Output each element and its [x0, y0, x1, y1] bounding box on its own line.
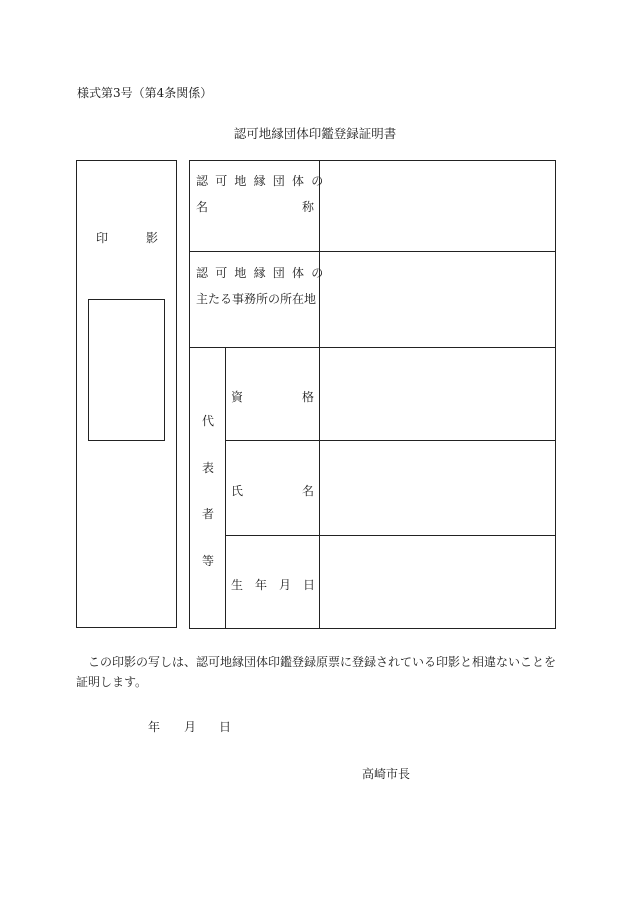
- birthdate-char-2: 年: [255, 578, 268, 592]
- org-name-label-right: 称: [302, 200, 315, 214]
- row-divider-1: [190, 251, 555, 252]
- address-label-line1: 認可地縁団体の: [196, 266, 331, 280]
- birthdate-char-3: 月: [279, 578, 292, 592]
- seal-label-ei: 影: [146, 231, 159, 245]
- org-name-label-left: 名: [196, 200, 209, 214]
- address-label-line2: 主たる事務所の所在地: [196, 292, 317, 306]
- representative-char-4: 等: [202, 554, 215, 568]
- name-label-right: 名: [302, 484, 315, 498]
- certification-statement: この印影の写しは、認可地縁団体印鑑登録原票に登録されている印影と相違ないことを証明します。: [76, 655, 557, 689]
- representative-char-3: 者: [202, 507, 215, 521]
- date-month-label: 月: [184, 720, 197, 734]
- date-year-label: 年: [148, 720, 161, 734]
- row-divider-2: [190, 347, 555, 348]
- qualification-label-left: 資: [231, 390, 244, 404]
- org-name-label-line1: 認可地縁団体の: [196, 174, 331, 188]
- label-value-divider: [319, 161, 320, 628]
- seal-label-in: 印: [96, 231, 109, 245]
- qualification-label-right: 格: [302, 390, 315, 404]
- representative-char-1: 代: [202, 414, 215, 428]
- form-number: 様式第3号（第4条関係）: [77, 86, 213, 100]
- issuer-mayor: 高崎市長: [362, 767, 411, 781]
- document-title: 認可地縁団体印鑑登録証明書: [233, 126, 397, 141]
- birthdate-char-4: 日: [303, 578, 316, 592]
- certificate-info-table: [189, 160, 556, 629]
- row-divider-3: [225, 440, 555, 441]
- date-day-label: 日: [219, 720, 232, 734]
- representative-divider: [225, 347, 226, 628]
- row-divider-4: [225, 535, 555, 536]
- seal-impression-area: [88, 299, 165, 441]
- name-label-left: 氏: [231, 484, 244, 498]
- birthdate-char-1: 生: [231, 578, 244, 592]
- representative-char-2: 表: [202, 461, 215, 475]
